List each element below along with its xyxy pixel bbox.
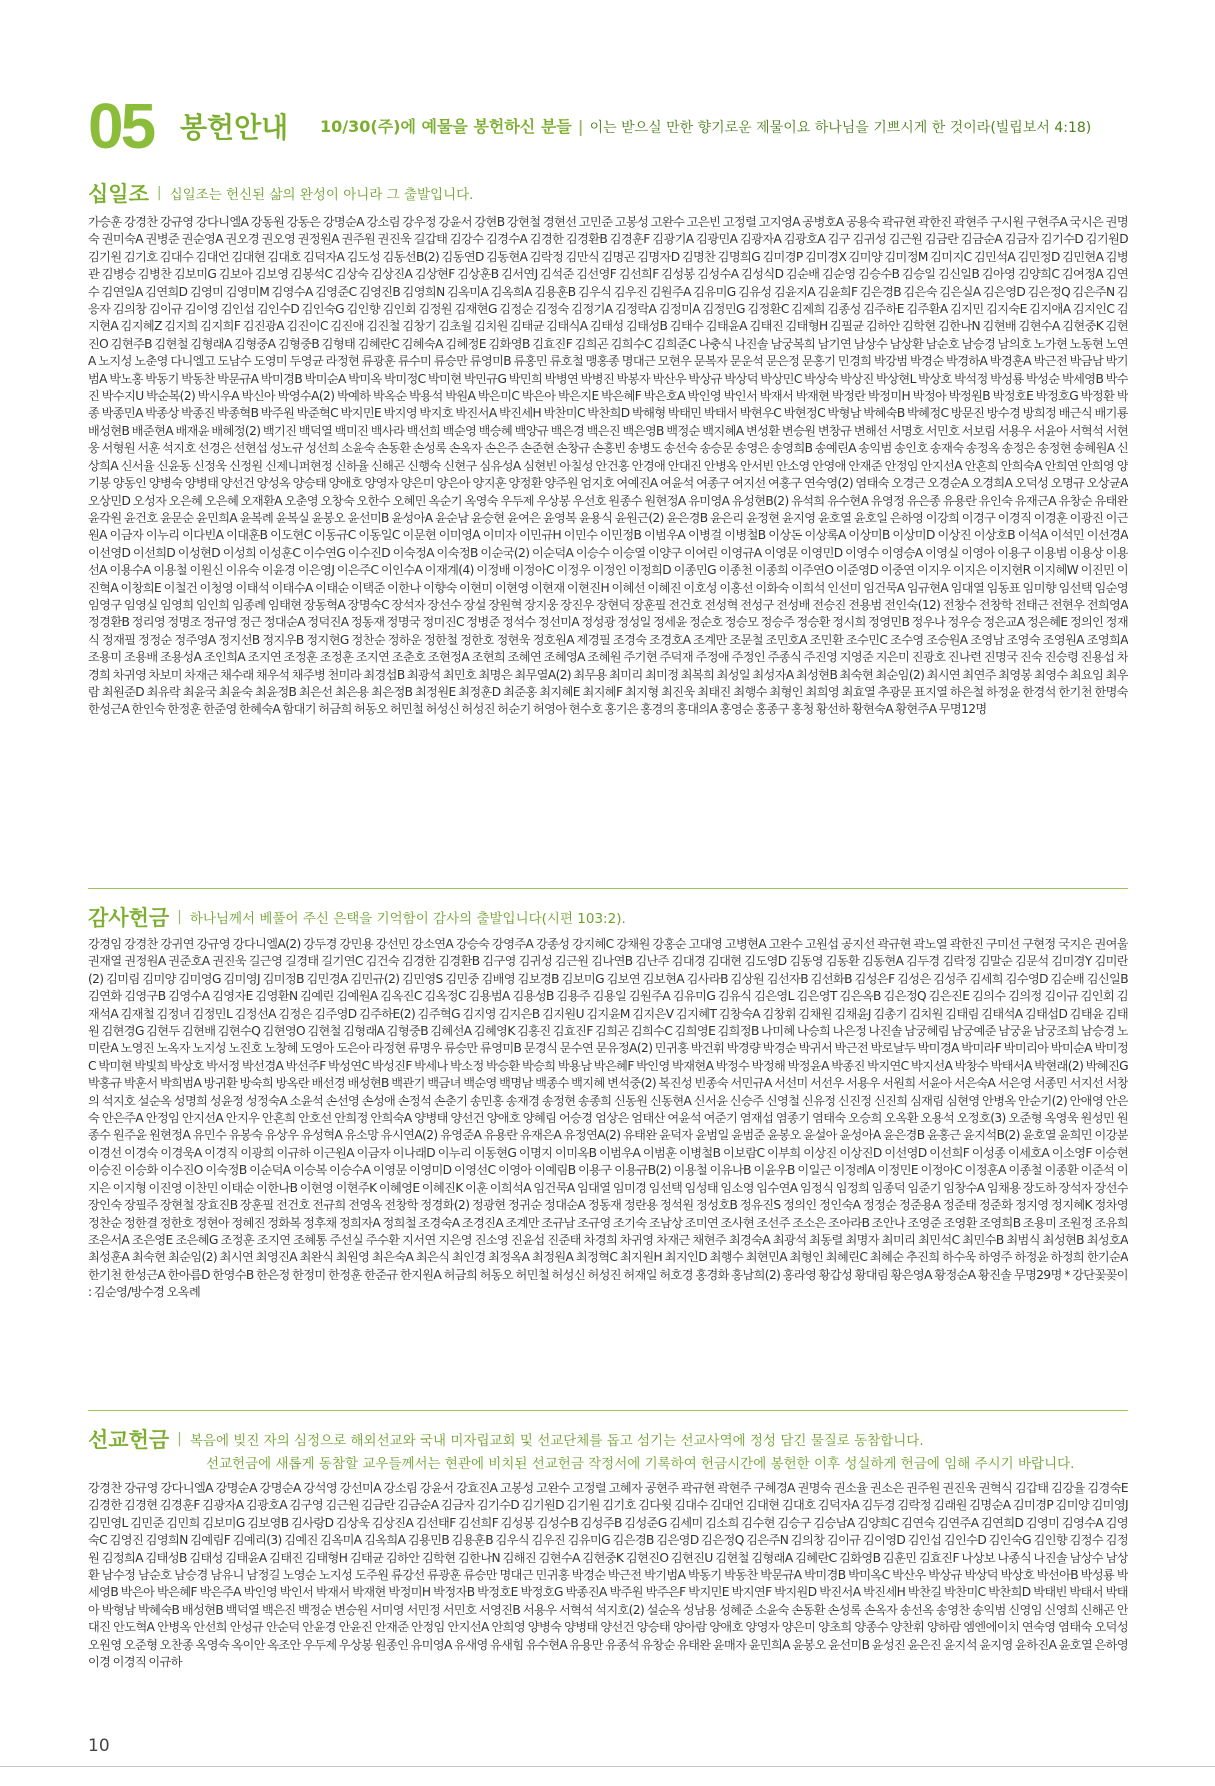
tithe-names: 가승훈 강경찬 강규영 강다니엘A 강동원 강동은 강명순A 강소림 강우정 강윤서 강현B 강현철 경현선 고민준 고봉성 고완수 고은빈 고정렬 고지영A 공병호A 공용숙 곽규현 곽한진 곽현주 구시원 구현주A 국시은 권명숙 권미숙A 권병준 권순영A 권오경 권오영 권정원A 권주원 권진욱 길갑태 김강수 김경수A 김경한 김경환B 김경훈F 김광기A 김광민A 김광자A 김광호A 김구 김귀성 김근원 김금란 김금순A 김금자 김기수D 김기원D 김기원 김기호 김대수 김대언 김대현 김대호 김덕자A 김도성 김동선B(2) 김동연D 김동현A 김락정 김만식 김명곤 김명자D 김명찬 김명희G 김미경P 김미경X 김미양 김미정M 김미지C 김민석A 김민정D 김민현A 김병관 김병승 김병찬 김보미G 김보아 김보영 김봉석C 김상숙 김상진A 김상현F 김상훈B 김서연J 김석준 김선영F 김선희F 김성봉 김성수A 김성식D 김순배 김순영 김승수B 김승일 김신일B 김아영 김양희C 김여정A 김연수 김연일A 김연희D 김영미 김영미M 김영수A 김영준C 김영진B 김영희N 김옥미A 김옥희A 김용훈B 김우식 김우진 김원주A 김유미G 김유성 김윤지A 김윤희F 김은경B 김은숙 김은실A 김은영D 김은정Q 김은주N 김응자 김의창 김이규 김이영 김인섭 김인수D 김인숙G 김인향 김인회 김정원 김재현G 김정순 김정숙 김정기A 김정락A 김정미A 김정민G 김정환C 김제희 김종성 김주하E 김주환A 김지민 김지숙E 김지애A 김지인C 김지현A 김지혜Z 김지희 김지희F 김진광A 김진이C 김진애 김진철 김창기 김초월 김치원 김태균 김태식A 김태성 김태성B 김태수 김태윤A 김태진 김태형H 김필균 김하안 김학현 김한나N 김현배 김현수A 김현중K 김현진O 김현주B 김현철 김형래A 김형중A 김형중B 김형태 김혜란C 김혜숙A 김혜정E 김화영B 김효진F 김희곤 김희수C 김희준C 나충식 나진솔 남궁복희 남기연 남상수 남상환 남순호 남승경 남의호 노가현 노동현 노연A 노지성 노춘영 다니엘고 도남수 도영미 두영균 라정현 류광훈 류수미 류승만 류영미B 류홍민 류호철 맹홍종 명대근 모현우 문복자 문운석 문은정 문홍기 민경희 박강범 박경순 박경하A 박경훈A 박근전 박금남 박기범A 박노홍 박동기 박동찬 박문규A 박미경B 박미순A 박미옥 박미정C 박미현 박민규G 박민희 박병연 박병진 박봉자 박산우 박상규 박상덕 박상민C 박상숙 박상진 박상현L 박상호 박석정 박성룡 박성순 박세영B 박수진 박수지U 박순복(2) 박시우A 박신아 박영수A(2) 박예하 박옥순 박용석 박원A 박은미C 박은아 박은지E 박은혜F 박은호A 박인영 박인서 박재서 박재현 박정란 박정미H 박정아 박정원B 박정호E 박정호G 박정환 박종 박종민A 박종상 박종진 박종혁B 박주원 박준혁C 박지민E 박지영 박지호 박진서A 박진세H 박찬미C 박찬희D 박해형 박태민 박태서 박현우C 박현정C 박형남 박혜숙B 박혜정C 방문진 방수경 방희정 배근식 배기룡 배성현B 배준현A 배재윤 배혜정(2) 백기진 백덕열 백미진 백사라 백선희 백순영 백승혜 백양규 백은경 백은진 백은영B 백정순 백지혜A 변성환 변승원 변창규 변해선 서명호 서민호 서보림 서용우 서윤아 서혁석 서현웅 서형원 서훈 석지호 선경은 선현섭 성노규 성선희 소윤숙 손동환 손성록 손옥자 손은주 손준현 손창규 손홍빈 송병도 송선숙 송승문 송영은 송영희B 송예린A 송익범 송인호 송재숙 송정옥 송정은 송정현 송혜원A 신상희A 신서율 신윤동 신정욱 신정원 신제니퍼현정 신하율 신해곤 신행숙 신현구 심유성A 심현빈 아칠성 안건홍 안경애 안대진 안병옥 안서빈 안소영 안영애 안재준 안정임 안지선A 안혼희 안희숙A 안희연 안희영 양기봉 양동인 양병숙 양병태 양선건 양성옥 양승태 양애호 양영자 양은미 양은아 양지훈 양정환 양주원 엄지호 여예진A 여윤석 여종구 여지선 여홍구 연숙영(2) 염태숙 오경근 오경순A 오경희A 오덕성 오명규 오상균A 오상민D 오성자 오은혜 오은혜 오재환A 오춘영 오창숙 오한수 오혜민 옥순기 옥영숙 우두제 우상봉 우선호 원종수 원현정A 유미영A 유성현B(2) 유석희 유수현A 유영정 유은종 유용란 유인숙 유재근A 유창순 유태완 윤각원 윤건호 윤문순 윤민희A 윤복례 윤복실 윤봉오 윤선미B 윤성아A 윤순남 윤승현 윤여은 윤영복 윤용식 윤원근(2) 윤은경B 윤은리 윤정현 윤지영 윤호열 윤호일 은하영 이강희 이경구 이경직 이경훈 이광진 이근원A 이금자 이누리 이다빈A 이대훈B 이도현C 이동규C 이동일C 이문현 이미영A 이미자 이민규H 이민수 이민정B 이범우A 이병걸 이병철B 이상돈 이상록A 이상미B 이상미D 이상진 이상호B 이석A 이석민 이선경A 이선영D 이선희D 이성현D 이성희 이성훈C 이수연G 이수진D 이숙정A 이숙정B 이순국(2) 이순덕A 이승수 이승열 이양구 이여린 이영규A 이영문 이영민D 이영수 이영승A 이영실 이영아 이용구 이용범 이용상 이용선A 이용수A 이용철 이원신 이유숙 이윤경 이은영J 이은주C 이인수A 이재계(4) 이정배 이정아C 이정우 이정인 이정희D 이종민G 이종천 이종희 이주연O 이준영D 이중연 이지우 이지은 이지현R 이지혜W 이진민 이진혁A 이창희E 이철건 이청영 이태석 이태수A 이태순 이택준 이한나 이향숙 이현미 이현영 이현재 이현진H 이혜선 이혜진 이호성 이홍선 이화숙 이희석 인선미 임건묵A 임규현A 임대열 임동표 임미향 임선택 임순영 임영구 임영실 임영희 임인희 임종례 임태현 장동혁A 장명숙C 장석자 장선수 장설 장원혁 장지웅 장진우 장현덕 장훈필 전건호 전성혁 전성구 전성배 전승진 전용범 전인숙(12) 전창수 전창학 전태근 전현우 전희영A 정경환B 정리영 정명조 정규영 정근 정대순A 정덕진A 정동재 정명국 정미진C 정병준 정석수 정선미A 정성광 정성일 정세윤 정순호 정승모 정승주 정승환 정시희 정영민B 정우나 정우승 정은교A 정은혜E 정의인 정재식 정재필 정정순 정주영A 정지선B 정지우B 정지현G 정찬순 정하운 정한철 정한호 정현욱 정호원A 제경필 조경숙 조경호A 조계만 조문철 조민호A 조민환 조수민C 조수영 조승원A 조영남 조영숙 조영원A 조영희A 조용미 조용배 조용성A 조인희A 조지연 조정훈 조정훈 조지연 조춘호 조현정A 조현희 조혜연 조혜영A 조혜원 주기현 주덕재 주정애 주정인 주종식 주진영 지영준 지은미 진광호 진나련 진명국 진숙 진승령 진용섭 차경희 차귀영 차보미 차재근 채수래 채우석 채주병 천미라 최경섭B 최광석 최민호 최명은 최무열A(2) 최무용 최미리 최미정 최복희 최성일 최성자A 최성현B 최숙현 최순임(2) 최시연 최연주 최영봉 최영수 최요임 최우람 최원준D 최유락 최윤국 최윤숙 최윤정B 최은선 최은용 최은정B 최정원E 최정훈D 최준홍 최지혜E 최지혜F 최지형 최진욱 최태진 최행수 최형인 최희영 최효열 추광문 표지열 하은철 하정윤 한경석 한기천 한명숙 한성근A 한인숙 한정훈 한준영 한혜숙A 함대기 허금희 허동오 허민철 허성신 허성진 허순기 허영아 현수호 홍기은 홍경의 홍대의A 홍영순 홍종구 홍청 황선하 황현숙A 황현주A 무명12명 (88, 215, 1128, 717)
header-separator: | (577, 117, 584, 136)
tithe-description: 십일조는 헌신된 삶의 완성이 아니라 그 출발입니다. (169, 187, 474, 203)
thanks-names: 강경임 강경찬 강귀연 강규영 강다니엘A(2) 강두경 강민용 강선민 강소연A 강승숙 강영주A 강종성 강지혜C 강채원 강홍순 고대영 고병현A 고완수 고원섭 공지선 곽규현 곽노열 곽한진 구미선 구현정 국지은 권여울 권재열 권정원A 권준호A 권진욱 길근영 길경태 길기연C 김건숙 김경한 김경환B 김구영 김귀성 김근원 김나연B 김난주 김대경 김대현 김도영D 김동영 김동환 김동현A 김두경 김락정 김말순 김문석 김미경Y 김미란(2) 김미림 김미양 김미영G 김미영J 김미정B 김민경A 김민규(2) 김민영S 김민중 김배영 김보경B 김보미G 김보연 김보현A 김사라B 김상원 김선자B 김선화B 김성은F 김성은 김성주 김세희 김수영D 김순배 김신일B 김연화 김영구B 김영수A 김영자E 김영환N 김예린 김예원A 김옥진C 김옥정C 김용범A 김용성B 김용주 김용일 김원주A 김유미G 김유식 김은영L 김은영T 김은옥B 김은정Q 김은진E 김의수 김의정 김이규 김인회 김재석A 김재철 김정녀 김정민L 김정선A 김정은 김주영D 김주하E(2) 김주혁G 김지영 김지은B 김지원U 김지윤M 김지은V 김지혜T 김창숙A 김창휘 김채원 김채윤J 김총기 김치원 김태림 김태석A 김태섭D 김태윤 김태원 김현경G 김현두 김현배 김현수Q 김현영O 김현철 김형래A 김형중B 김혜선A 김혜영K 김홍진 김효진F 김희곤 김희수C 김희영E 김희정B 나미혜 나승희 나은정 나진솔 남궁혜림 남궁예준 남궁윤 남궁조희 남승경 노미란A 노영진 노옥자 노지성 노진호 노창혜 도영아 도은아 라정현 류명우 류승만 류영미B 문경식 문수연 문유정A(2) 민귀홍 박건휘 박경량 박경순 박귀서 박근전 박로날두 박미경A 박미라F 박미리아 박미순A 박미정C 박미현 박빛희 박상호 박서정 박선경A 박선주F 박성연C 박성진F 박세나 박소정 박승환 박승희 박용남 박은혜F 박인영 박재현A 박정수 박정해 박정윤A 박종진 박지연C 박지선A 박창수 박태서A 박현래(2) 박혜진G 박홍규 박훈서 박희범A 방귀환 방숙희 방옥란 배선경 배성현B 백관기 백금녀 백순영 백명남 백종수 백지혜 변석중(2) 복진성 빈종숙 서민규A 서선미 서선우 서용우 서원희 서윤아 서은숙A 서은영 서종민 서지선 서창의 석지호 설순옥 성명희 성윤정 성정숙A 소윤석 손선영 손성애 손정석 손춘기 송민홍 송재경 송정현 송종희 신동원 신동현A 신서윤 신승주 신영철 신유정 신진정 신진희 심재림 심현영 안병옥 안순기(2) 안애영 안은숙 안은주A 안정임 안지선A 안지우 안혼희 안호선 안희정 안희숙A 양병태 양선건 양애호 양혜림 어승경 엄상은 엄태산 여윤석 여준기 염재섭 염종기 염태숙 오승희 오옥환 오용석 오정호(3) 오준형 옥영욱 원성민 원종수 원주윤 원현정A 유민수 유봉숙 유상우 유성혁A 유소망 유시연A(2) 유영준A 유용란 유재은A 유정연A(2) 유태완 윤덕자 윤범일 윤범준 윤봉오 윤설아 윤성아A 윤은경B 윤홍근 윤지석B(2) 윤호열 윤희민 이강분 이경선 이경숙 이경욱A 이경직 이광희 이규하 이근원A 이금자 이나래D 이누리 이동현G 이명지 이미옥B 이범우A 이범훈 이병철B 이보람C 이부희 이상진 이상진D 이선영D 이선희F 이성종 이세호A 이소영F 이승현 이승진 이승화 이수진O 이숙정B 이순덕A 이승복 이승수A 이영문 이영미D 이영선C 이영아 이예림B 이용구 이용규B(2) 이용철 이유나B 이윤우B 이일근 이정례A 이정민E 이정아C 이정훈A 이종철 이종환 이준석 이지은 이지형 이진영 이찬민 이태순 이한나B 이현영 이현주K 이혜영E 이혜진K 이훈 이희석A 임건묵A 임대열 임미경 임선택 임성태 임소영 임수연A 임정식 임정희 임종덕 임준기 임창수A 임채용 장도하 장석자 장선수 장인숙 장필주 장현철 장효진B 장훈필 전건호 전규희 전영옥 전창학 정경화(2) 정광현 정귀순 정대순A 정동재 정란용 정석원 정성호B 정유진S 정의인 정인숙A 정정순 정준용A 정준태 정준화 정지영 정지혜K 정차영 정찬순 정한결 정한호 정현아 정혜진 정화복 정후채 정희자A 정희철 조경숙A 조경진A 조계만 조규남 조규영 조기숙 조남상 조미연 조사현 조선주 조소은 조아라B 조안나 조영준 조영환 조영희B 조용미 조원정 조유희 조은서A 조은영E 조은혜G 조정훈 조지연 조혜통 주선실 주수환 지서연 지은영 진소영 진윤섭 진준태 차경희 차귀영 차재근 채현주 최경숙A 최광석 최동렬 최명자 최미리 최민석C 최민수B 최범식 최성현B 최성호A 최성훈A 최숙현 최순임(2) 최시연 최영진A 최완식 최원영 최은숙A 최은식 최인경 최정옥A 최정원A 최정혁C 최지원H 최지인D 최행수 최현민A 최형인 최혜린C 최혜순 추진희 하수욱 하영주 하정윤 하정희 한기순A 한기천 한성근A 한아름D 한영수B 한은정 한정미 한정훈 한준규 한지원A 허금희 허동오 허민철 허성신 허성진 허재일 허호경 홍경화 홍남희(2) 홍라영 황갑성 황대림 황은영A 황정순A 황진솔 무명29명 * 강단꽃꽂이 : 김순영/방수경 오옥례 (88, 937, 1128, 1300)
page-header (88, 90, 1128, 162)
page-number: 10 (88, 1736, 110, 1756)
missions-names: 강경찬 강규영 강다니엘A 강명순A 강명순A 강석영 강선미A 강소림 강윤서 강효진A 고봉성 고완수 고정렬 고혜자 공현주 곽규현 곽현주 구혜경A 권명숙 권소율 권소은 권주원 권진욱 권혁식 김갑태 김강율 김경숙E 김경한 김경현 김경훈F 김광자A 김광호A 김구영 김근원 김금란 김금순A 김금자 김기수D 김기원D 김기원 김기호 김다윗 김대수 김대언 김대현 김대호 김덕자A 김두경 김락정 김래원 김명순A 김미경P 김미양 김미영J 김민영L 김민준 김민희 김보미G 김보영B 김사랑D 김상욱 김상진A 김선태F 김선희F 김성봉 김성수B 김성주B 김성준G 김세미 김소희 김수현 김승구 김승남A 김양희C 김연숙 김연주A 김연희D 김영미 김영수A 김영숙C 김영진 김영희N 김예림F 김예리(3) 김예진 김옥미A 김옥희A 김용민B 김용훈B 김우식 김우진 김유미G 김은경B 김은영D 김은정Q 김은주N 김의창 김이규 김이영D 김인섭 김인수D 김인숙G 김인향 김정수 김정원 김정희A 김태성B 김태성 김태윤A 김태진 김태형H 김태균 김하안 김학현 김한나N 김해진 김현수A 김현중K 김현진O 김현진U 김현철 김형래A 김혜란C 김화영B 김훈민 김효진F 나상보 나종식 나진솔 남상수 남상환 남수정 남순호 남승경 남유니 남정길 노영순 노지성 도주원 류강선 류광훈 류승만 명대근 민귀홍 박경순 박근전 박기범A 박동기 박동찬 박문규A 박미경B 박미옥C 박산우 박상규 박상덕 박상호 박선아B 박성룡 박세영B 박은아 박은혜F 박은주A 박인영 박인서 박재서 박재현 박정미H 박정자B 박정호E 박정호G 박종진A 박주원 박주은F 박지민E 박지연F 박지원D 박진서A 박진세H 박찬길 박찬미C 박찬희D 박태빈 박태서 박태아 박형남 박혜숙B 배성현B 백덕열 백은진 백정순 변승원 서미영 서민정 서민호 서영진B 서용우 서혁석 석지호(2) 설순옥 성남용 성혜준 소윤숙 손동환 손성록 손옥자 송선옥 송영찬 송익범 신영임 신영희 신해곤 안대진 안도혁A 안병옥 안선희 안성규 안순덕 안윤경 안윤진 안재준 안정임 안지선A 안희영 양병숙 양병태 양선건 양승태 양아람 양애호 양영자 양은미 양초희 양종수 양찬휘 양하람 엠엔에이치 연숙영 염태숙 오덕성 오원영 오준형 오찬종 옥영숙 옥이안 옥조안 우두제 우상봉 원종인 유미영A 유새영 유새힘 유수현A 유용만 유종석 유창순 유태완 윤매자 윤민희A 윤봉오 윤선미B 윤성진 윤은진 윤지석 윤지영 윤하진A 윤호열 은하영 이경 이경직 이규하 (88, 1481, 1128, 1670)
thanks-rule (88, 888, 1128, 889)
tithe-separator: | (156, 185, 162, 201)
thanks-description: 하나님께서 베풀어 주신 은택을 기억함이 감사의 출발입니다(시편 103:2). (189, 911, 626, 927)
missions-description: 복음에 빚진 자의 심정으로 해외선교와 국내 미자립교회 및 선교단체를 돕고 섬기는 선교사역에 정성 담긴 물질로 동참합니다. (189, 1433, 924, 1449)
section-number: 05 (88, 90, 154, 162)
missions-description-line2: 선교헌금에 새롭게 동참할 교우들께서는 현관에 비치된 선교헌금 작정서에 기록하여 헌금시간에 봉헌한 이후 성실하게 헌금에 임해 주시기 바랍니다. (206, 1456, 1075, 1472)
header-verse: 이는 받으실 만한 향기로운 제물이요 하나님을 기쁘시게 한 것이라(빌립보서 4:18) (589, 120, 1092, 136)
missions-rule (88, 1410, 1128, 1411)
page-subtitle: 10/30(주)에 예물을 봉헌하신 분들 (320, 117, 572, 136)
missions-heading (88, 1424, 924, 1454)
page-title: 봉헌안내 (180, 111, 289, 144)
missions-title: 선교헌금 (88, 1428, 170, 1452)
missions-separator: | (177, 1431, 182, 1447)
page-subtitle-line (320, 114, 1091, 137)
footer-rule (0, 1766, 1215, 1767)
tithe-title: 십일조 (88, 182, 149, 206)
thanks-title: 감사헌금 (88, 906, 170, 930)
thanks-separator: | (177, 909, 182, 925)
tithe-heading (88, 178, 473, 208)
thanks-heading (88, 902, 626, 932)
